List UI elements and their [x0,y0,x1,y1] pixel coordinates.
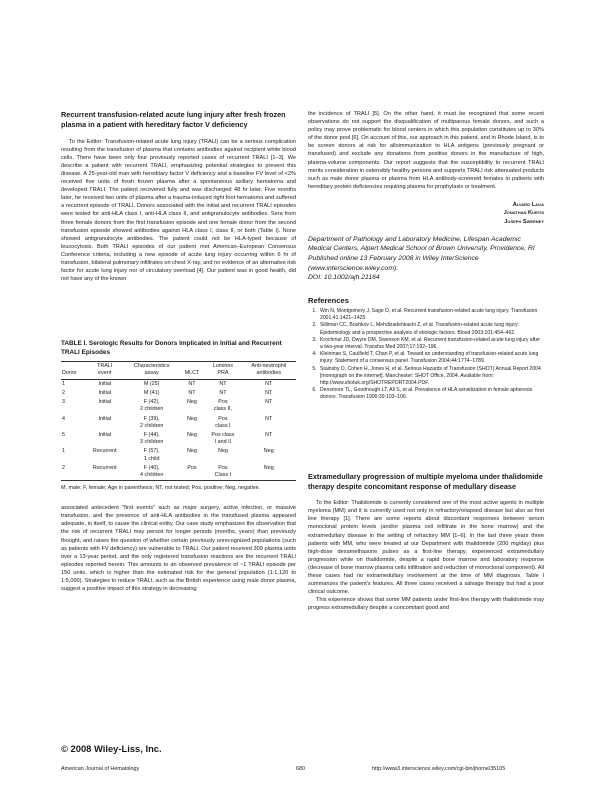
table-row [61,415,296,431]
table-row [61,379,296,389]
cell-text: 2 children [140,422,164,429]
cell-text: 2 [62,464,65,471]
table-cell [61,447,86,463]
cell-text: F (44), [143,431,160,438]
table-cell [61,464,86,481]
cell-text: Recurrent [92,464,117,471]
cell-text: 1 child [143,455,160,462]
table-cell [124,431,180,447]
table-cell [61,379,86,389]
page-number: 680 [296,766,305,772]
cell-text: Pos class [211,431,235,438]
cell-text: F (40), [143,464,160,471]
cell-text: Class I [214,471,232,478]
table-header-cell [61,362,86,379]
cell-text: Neg [263,464,274,471]
cell-text: NT [265,415,273,422]
cell-text: 1 [62,448,65,455]
table-cell [180,447,205,463]
author-affiliation [308,235,544,283]
table-cell [180,431,205,447]
table-cell [204,464,241,481]
header-text: Anti-neutrophil [251,363,287,370]
table-header-cell [180,362,205,379]
cell-text: 4 children [140,471,164,478]
table-cell [241,464,296,481]
cell-text: M (25) [143,380,160,387]
article-body-paragraph: To the Editor: Thalidomide is currently considered one of the most active agents in multiple myeloma (MM) and it is currently used not only in refractory/relapsed disease but also as first line therapy [1]. There are some reports about discordant responses between serum monoclonal protein levels (and/or plasma cell infiltrate in the bone marrow) and the extramedullary disease in the setting of refractory MM [1–6]. In the last three years three patients with MM, who were treated at our Department with thalidomide (200 mg/day) plus high-dose dexamethasone pulses as a first-line therapy, experienced extramedullary progression while on thalidomide, despite a rapid bone marrow and laboratory response (decrease of bone marrow plasma cells infiltration and reduction of monoclonal component). All these cases had no extramedullary involvement at the time of MM diagnosis. Table I summarizes the patient's features. All three cases received a salvage therapy but had a poor clinical outcome. [308,500,544,596]
table-cell [86,389,124,398]
table-cell [180,379,205,389]
table-cell [61,415,86,431]
affiliation-text: Department of Pathology and Laboratory Medicine, Lifespan Academic Medical Centers, Alpert Medical School of Brown University, Providence, RI [308,235,535,253]
cell-text: NT [219,380,227,387]
copyright-notice: © 2008 Wiley-Liss, Inc. [61,743,162,754]
cell-text: F (39), [143,415,160,422]
table-cell [241,431,296,447]
article-body-paragraph: the incidence of TRALI [5]. On the other hand, it must be recognized that some recent observations do not support the disqualification of multiparous female donors, and such a policy may prove problematic for blood centers in which this population constitutes up to 30% of the donor pool [6]. On account of this, our approach in this patient, and in Rhode Island, is to be screen donors at risk for alloimmunization to HLA antigens (previously pregnant or transfused) and exclude any donations from positive donors in the manufacture of high, plasma-volume components. Our report suggests that the susceptibility to recurrent TRALI merits consideration in ostensibly healthy persons and supports TRALI risk attenuated products such as male donor plasma or plasma from HLA antibody-screened females in patients with hereditary protein deficiencies requiring plasma for prophylaxis or treatment. [308,111,544,190]
cell-text: NT [188,380,196,387]
reference-item: 5. Stainsby D, Cohen H, Jones H, et al. Serious Hazards of Transfusion (SHOT) Annual Report 2004 [monograph on the internet]. Manchester: SHOT Office, 2004. Available from: http://www.shotuk.org/SHOTREPORT2004.PDF. [318,366,544,388]
table-cell [204,398,241,414]
cell-text: Initial [98,380,112,387]
header-text: Characteristics [133,363,170,370]
table-header-cell [86,362,124,379]
table-header-row [61,362,296,379]
cell-text: Neg [187,448,197,455]
table-cell [241,398,296,414]
cell-text: Recurrent [92,448,117,455]
table-cell [124,389,180,398]
cell-text: Neg [263,448,274,455]
table-cell [204,389,241,398]
table-cell [180,389,205,398]
table-header-cell [124,362,180,379]
table-row [61,398,296,414]
reference-item: 4. Kleinman S, Caulfield T, Chan P, et al. Toward an understanding of transfusion-related acute lung injury: Statement of a consensus panel. Transfusion 2004;44:1774–1789. [318,351,544,365]
cell-text: Pos [187,464,197,471]
table-cell [61,431,86,447]
cell-text: Neg [187,431,197,438]
cell-text: 5 [62,431,65,438]
table-header-cell [204,362,241,379]
cell-text: NT [188,389,196,396]
table-cell [241,415,296,431]
left-column [61,110,296,593]
header-text: event [98,370,112,377]
cell-text: I and II [214,439,232,446]
table-cell [124,379,180,389]
cell-text: Pos [218,464,228,471]
cell-text: NT [219,389,227,396]
table-cell [61,389,86,398]
table-cell [61,398,86,414]
article-title: Extramedullary progression of multiple myeloma under thalidomide therapy despite concomitant response of medullary disease [308,471,543,491]
cell-text: Pos [218,399,228,406]
cell-text: Initial [98,399,112,406]
cell-text: Neg [217,448,228,455]
reference-item: 1. Win N, Montgomery J, Sage D, et al. Recurrent transfusion-related acute lung injury. Transfusion 2001;41:1421–1425. [318,308,544,322]
table-cell [86,415,124,431]
cell-text: 4 [62,415,65,422]
table-cell [241,389,296,398]
cell-text: 1 [62,380,65,387]
header-text: TRALI [97,363,113,370]
table-cell [204,447,241,463]
table-cell [180,464,205,481]
table-cell [204,415,241,431]
table-row [61,464,296,481]
reference-item: 2. Silliman CC, Boshkov L, Mehdizadehkashi Z, et al. Transfusion-related acute lung injury: Epidemiology and a prospective analysis of etiologic factors. Blood 2003;101:454–462. [318,322,544,336]
author-name: Jonathan Kurtis [503,210,544,217]
table-cell [241,379,296,389]
cell-text: 2 [62,389,65,396]
table-cell [124,398,180,414]
table-cell [204,379,241,389]
reference-item: 3. Krochmal JD, Dwyre DM, Swenson KM, et al. Recurrent transfusion-related acute lung injury after a two-year interval. Transfus Med 2007;17:192–196. [318,337,544,351]
table-cell [86,398,124,414]
table-row [61,431,296,447]
table-cell [86,379,124,389]
cell-text: NT [265,399,273,406]
table-footnote: M, male; F, female; Age in parenthesis; NT, not tested; Pos, positive; Neg, negative. [61,485,260,492]
header-text: Luminex [212,363,234,370]
serology-table [61,361,296,481]
cell-text: Initial [98,431,112,438]
journal-url[interactable]: http://www3.interscience.wiley.com/cgi-bin/jhome/35105 [372,766,506,772]
table-row [61,447,296,463]
cell-text: Pos [218,415,228,422]
table-cell [124,415,180,431]
header-text: PRA [217,370,229,377]
table-header-cell [241,362,296,379]
table-cell [86,447,124,463]
cell-text: NT [265,380,273,387]
table-cell [180,415,205,431]
table-cell [86,464,124,481]
header-text: antibodies [256,370,282,377]
cell-text: NT [265,431,273,438]
header-text: Donor [62,370,77,377]
author-name: Joseph Sweeney [504,218,544,225]
journal-name: American Journal of Hematology [61,766,140,772]
table-cell [180,398,205,414]
cell-text: F (42), [143,399,160,406]
cell-text: class II, [213,406,233,413]
references-heading: References [308,295,349,305]
cell-text: 3 children [140,439,164,446]
references-list [308,308,544,402]
cell-text: class I [215,422,231,429]
table-cell [86,431,124,447]
cell-text: Initial [98,415,112,422]
header-text: assay [144,370,159,377]
table-cell [124,464,180,481]
right-column [308,110,544,612]
table-cell [241,447,296,463]
article-body-paragraph: To the Editor: Transfusion-related acute lung injury (TRALI) can be a serious complication resulting from the transfusion of plasma that contains antibodies against recipient white blood cells. There have been only four previously reported cases of recurrent TRALI [1–3]. We describe a patient with recurrent TRALI, emphasizing potential strategies to prevent this disease. A 25-year-old man with hereditary factor V deficiency and a baseline FV level of <2% received five units of fresh frozen plasma after a spontaneous axillary hematoma and developed TRALI. The patient recovered fully and was discharged 48 hr later. Five months later, he received two units of plasma after a trauma-induced right foot hematoma and suffered a recurrent episode of TRALI. Donors associated with the initial and recurrent TRALI episodes were tested for anti-HLA class I, anti-HLA class II, and antigranulocyte antibodies. Sera from three female donors from the first transfusion episode and one female donor from the second transfusion episode showed antibodies against HLA class I, class II, or both (Table I). None showed antigranulocyte antibodies. The patient could not be HLA-typed because of leucocytosis. Both TRALI episodes of our patient met American–European Consensus Conference criteria, including a new episode of acute lung injury occurring within 6 hr of transfusion, bilateral pulmonary infiltrates on chest X-ray, and no evidence of an alternative risk factor for acute lung injury nor of circulatory overload [4]. Our patient was in good health, did not have any of the known [61,138,296,283]
cell-text: Neg [187,399,197,406]
cell-text: 3 [62,399,65,406]
table-cell [124,447,180,463]
table-title: TABLE I. Serologic Results for Donors Implicated in Initial and Recurrent TRALI Episodes [61,340,282,357]
author-list [308,201,544,226]
table-row [61,389,296,398]
article-title: Recurrent transfusion-related acute lung injury after fresh frozen plasma in a patient with hereditary factor V deficiency [61,110,286,130]
cell-text: Neg [187,415,197,422]
article-body-paragraph: This experience shows that some MM patients under first-line therapy with thalidomide may progress extramedullary despite a concomitant good and [308,597,544,612]
cell-text: NT [265,389,273,396]
author-name: Alvaro Laga [512,201,544,208]
publication-note: Published online 13 February 2008 in Wiley InterScience (www.interscience.wiley.com). [308,255,479,272]
article-body-paragraph: associated antecedent "first events" such as major surgery, active infection, or massive transfusion, and the presence of anti-HLA antibodies in the transfused plasma appeared adequate, in itself, to cause the clinical entity. Our case study emphasizes the observation that the risk of recurrent TRALI may persist for longer periods (months, years) than previously thought, and raises the question of whether certain previously unrecognized populations (such as patients with FV deficiency) are vulnerable to TRALI. Our patient received 309 plasma units over a 13-year period, and the only registered transfusion reactions are the recurrent TRALI episodes reported herein. This amounts to an observed prevalence of ~1 TRALI episode per 150 units, which is higher than the estimated risk for the general population (1:1,120 to 1:5,000). Strategies to reduce TRALI, such as the British experience using male donor plasma, suggest a positive impact of this strategy in decreasing [61,505,296,593]
cell-text: Initial [98,389,112,396]
cell-text: 2 children [140,406,164,413]
header-text: MLCT [184,370,200,377]
cell-text: M (41) [143,389,160,396]
table-cell [204,431,241,447]
cell-text: F (57), [143,448,160,455]
reference-item: 6. Densmore TL, Goodnough LT, Ali S, et al. Prevalence of HLA sensitization in female apheresis donors. Transfusion 1999;39:103–106. [318,387,544,401]
doi: DOI: 10.1002/ajh.21164 [308,274,380,282]
